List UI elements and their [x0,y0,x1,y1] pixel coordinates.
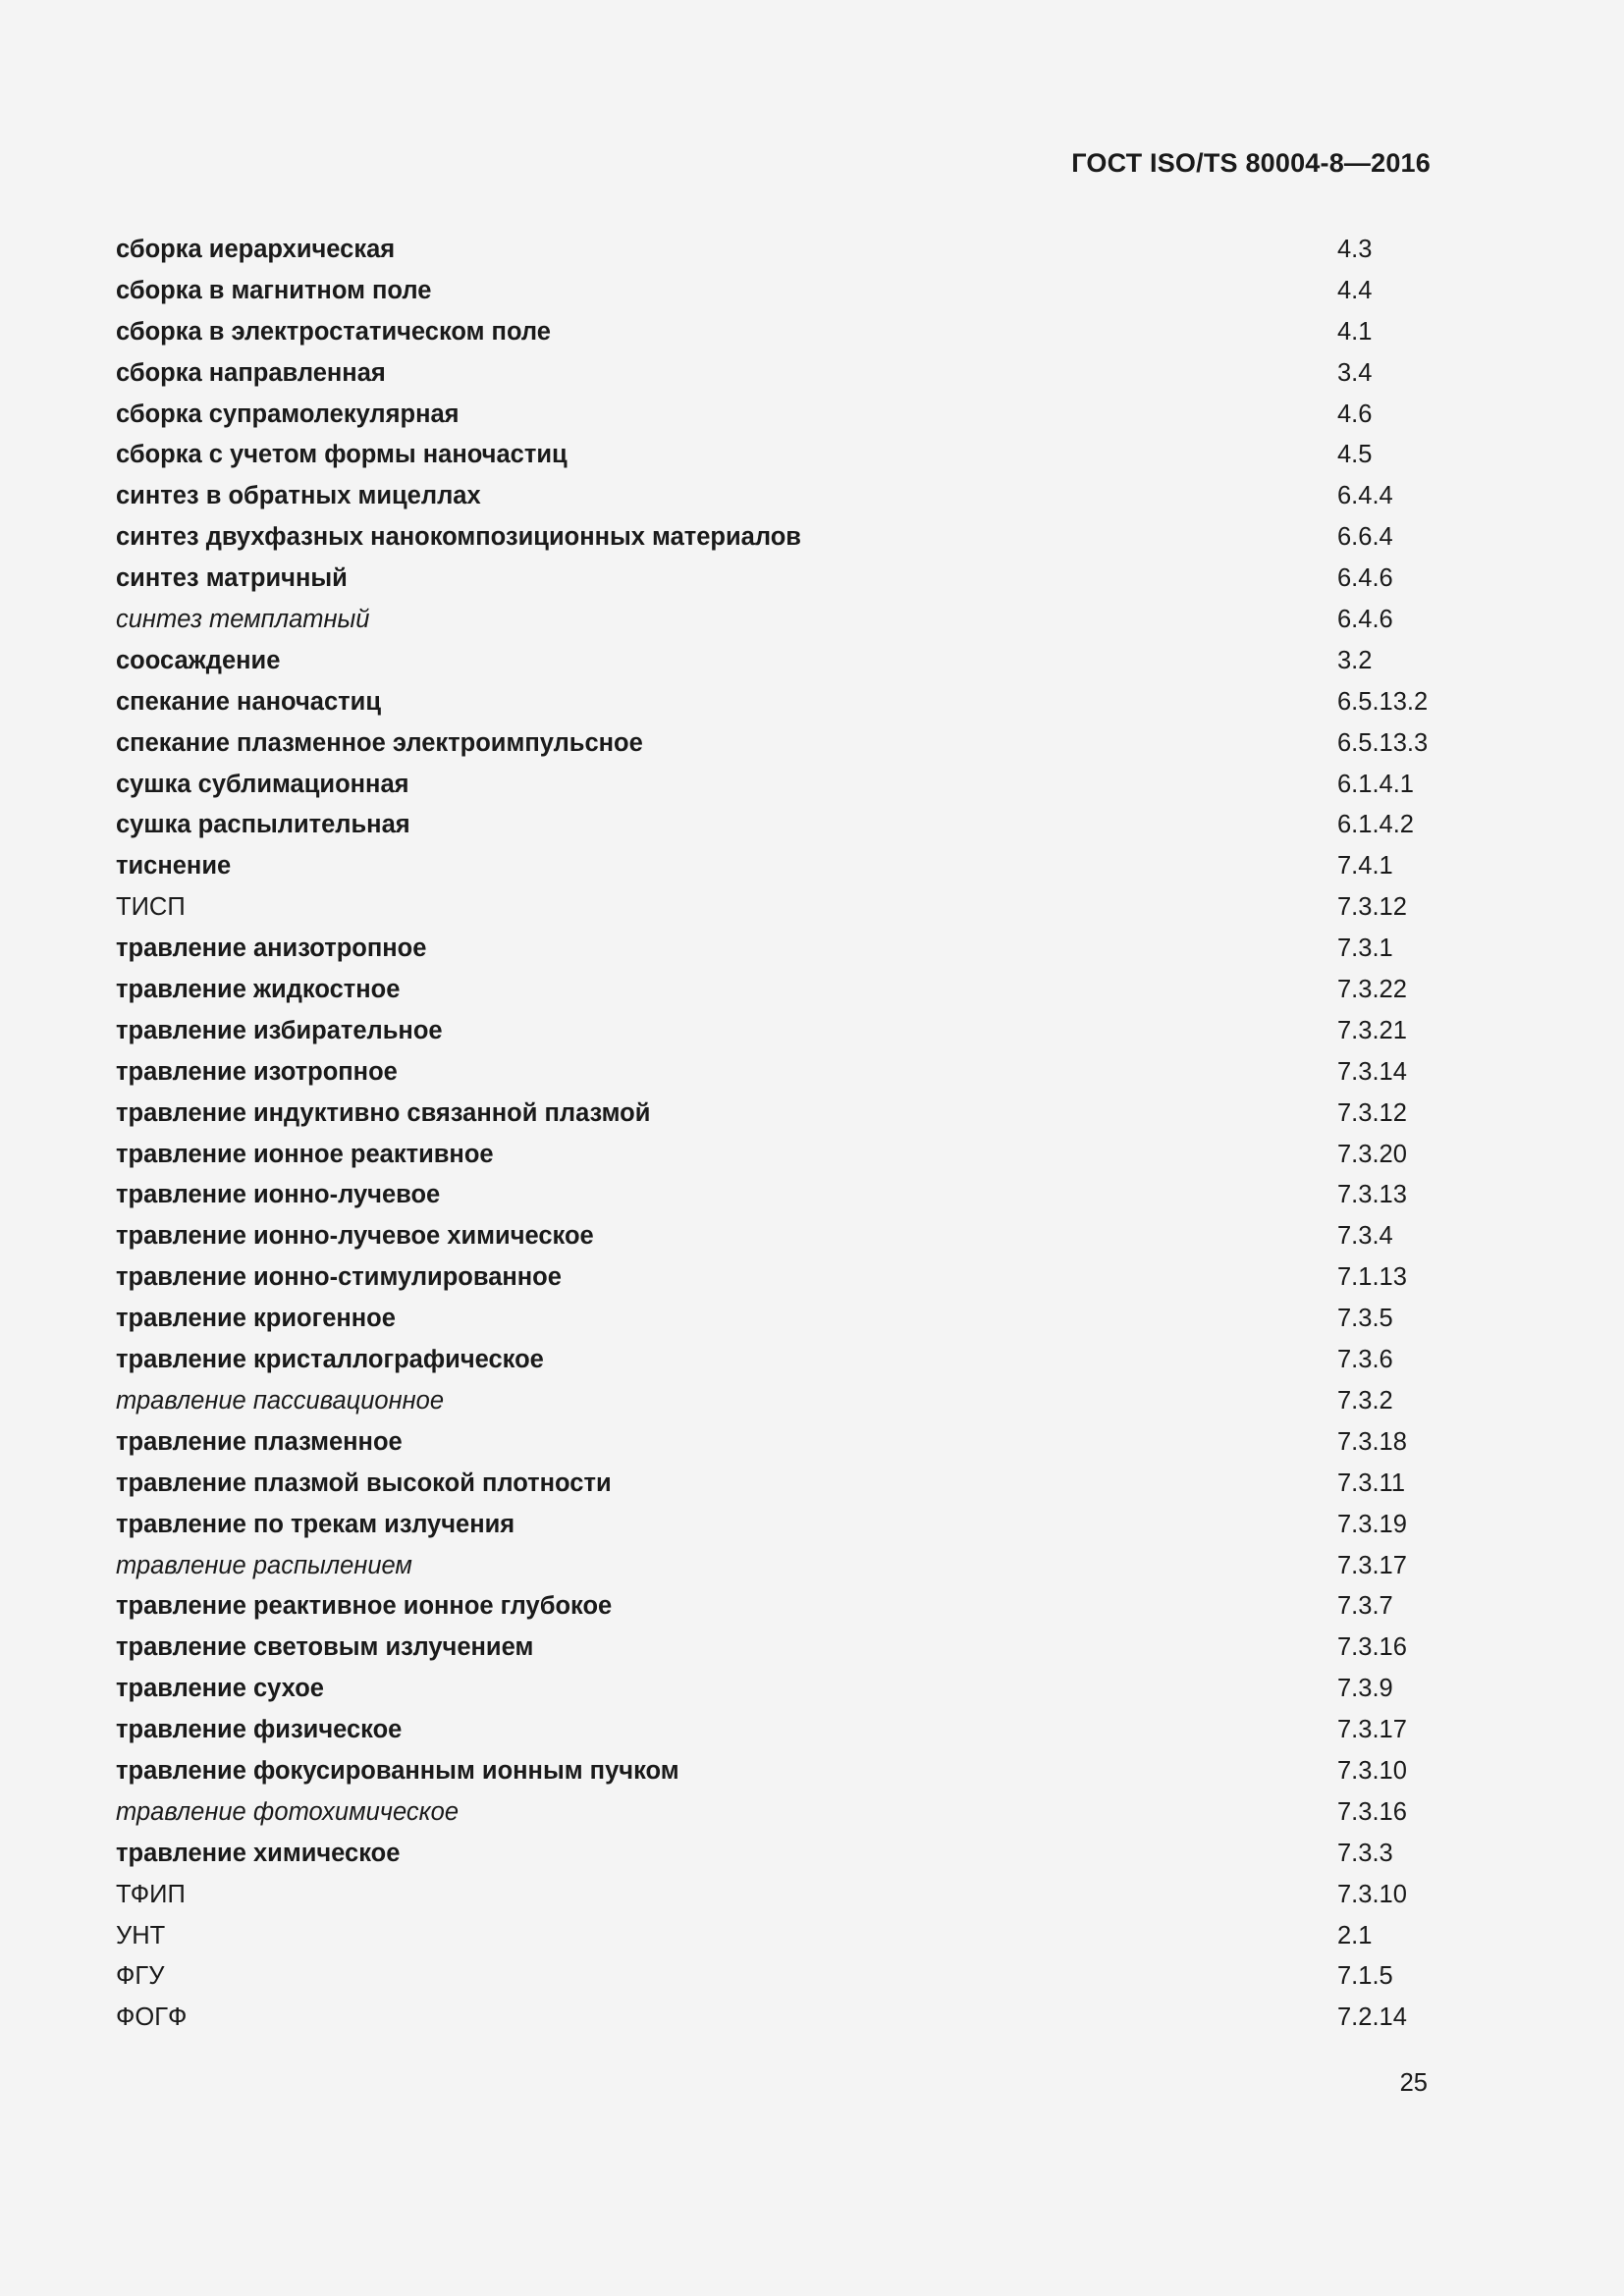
index-ref: 2.1 [1337,1921,1373,1949]
index-term: сборка в магнитном поле [116,276,432,304]
index-ref: 4.6 [1337,400,1373,428]
index-term: синтез в обратных мицеллах [116,482,481,510]
index-entry [116,1956,1432,1998]
index-entry [116,1875,1432,1916]
index-entry [116,846,1432,887]
index-ref: 7.3.21 [1337,1016,1407,1044]
index-entry [116,1175,1432,1216]
index-ref: 6.4.6 [1337,606,1393,634]
index-entry [116,1710,1432,1751]
index-term: травление фотохимическое [116,1797,460,1826]
index-ref: 7.3.16 [1337,1633,1407,1662]
index-term: сборка в электростатическом поле [116,317,551,346]
term-index-list [116,230,1432,2039]
index-entry [116,1546,1432,1587]
index-ref: 7.3.13 [1337,1181,1407,1209]
document-header: ГОСТ ISO/TS 80004-8—2016 [1071,148,1431,178]
index-entry [116,1340,1432,1381]
index-entry [116,517,1432,559]
index-entry [116,1916,1432,1957]
index-entry [116,682,1432,723]
page-number: 25 [1399,2069,1428,2097]
index-entry [116,353,1432,395]
index-entry [116,765,1432,806]
index-entry [116,1216,1432,1257]
index-ref: 7.3.14 [1337,1057,1407,1086]
index-ref: 4.3 [1337,236,1373,263]
index-term: травление ионно-лучевое химическое [116,1222,594,1251]
index-term: сборка иерархическая [116,236,396,263]
index-ref: 7.3.6 [1337,1346,1393,1374]
index-ref: 7.3.12 [1337,893,1407,922]
index-entry [116,929,1432,970]
index-term: травление ионно-лучевое [116,1181,441,1209]
index-term: травление изотропное [116,1057,398,1086]
index-entry [116,1464,1432,1505]
index-entry [116,887,1432,929]
index-term: травление световым излучением [116,1633,534,1662]
index-term: травление пассивационное [116,1386,445,1415]
index-ref: 7.2.14 [1337,2003,1407,2032]
index-term: сушка сублимационная [116,770,409,798]
index-term: травление ионное реактивное [116,1140,494,1168]
index-term: УНТ [116,1921,166,1949]
index-entry [116,271,1432,312]
index-ref: 6.5.13.2 [1337,687,1429,716]
index-entry [116,435,1432,476]
index-term: спекание наночастиц [116,687,381,716]
index-term: травление химическое [116,1839,401,1867]
index-term: синтез двухфазных нанокомпозиционных материалов [116,523,801,552]
index-term: соосаждение [116,646,281,674]
index-entry [116,1998,1432,2039]
index-term: травление криогенное [116,1305,396,1333]
index-entry [116,1135,1432,1176]
index-term: сушка распылительная [116,811,410,839]
index-ref: 7.3.9 [1337,1675,1393,1703]
index-entry [116,1834,1432,1875]
index-ref: 6.4.6 [1337,564,1393,593]
index-ref: 3.2 [1337,646,1373,674]
index-entry [116,641,1432,682]
index-entry [116,476,1432,517]
index-ref: 7.3.12 [1337,1098,1407,1127]
index-ref: 7.3.20 [1337,1140,1407,1168]
index-term: сборка с учетом формы наночастиц [116,441,568,469]
index-ref: 4.5 [1337,441,1373,469]
index-entry [116,230,1432,271]
index-term: травление индуктивно связанной плазмой [116,1098,651,1127]
index-entry [116,1792,1432,1834]
index-term: травление жидкостное [116,976,401,1004]
index-entry [116,559,1432,600]
index-entry [116,1257,1432,1299]
index-entry [116,1052,1432,1094]
index-ref: 7.3.22 [1337,976,1407,1004]
index-entry [116,1381,1432,1422]
index-ref: 7.3.3 [1337,1839,1393,1867]
index-term: травление ионно-стимулированное [116,1263,562,1292]
index-term: спекание плазменное электроимпульсное [116,728,643,757]
index-entry [116,395,1432,436]
index-ref: 7.3.2 [1337,1386,1393,1415]
index-term: травление по трекам излучения [116,1510,515,1538]
index-term: ТИСП [116,893,186,922]
index-term: травление кристаллографическое [116,1346,544,1374]
index-term: травление анизотропное [116,934,427,963]
index-term: ТФИП [116,1880,186,1908]
index-entry [116,600,1432,641]
index-term: тиснение [116,852,232,881]
index-entry [116,970,1432,1011]
index-entry [116,1422,1432,1464]
index-ref: 6.1.4.2 [1337,811,1414,839]
index-term: ФОГФ [116,2003,188,2032]
index-ref: 6.6.4 [1337,523,1393,552]
index-ref: 7.3.11 [1337,1468,1406,1497]
index-term: травление физическое [116,1716,403,1744]
index-term: травление реактивное ионное глубокое [116,1592,613,1621]
index-term: травление сухое [116,1675,324,1703]
index-entry [116,1299,1432,1340]
index-ref: 7.3.18 [1337,1427,1407,1456]
index-ref: 7.1.13 [1337,1263,1407,1292]
index-ref: 4.4 [1337,276,1373,304]
index-ref: 7.3.10 [1337,1756,1407,1785]
index-ref: 7.3.4 [1337,1222,1393,1251]
index-ref: 6.5.13.3 [1337,728,1429,757]
index-ref: 7.3.17 [1337,1551,1407,1579]
index-ref: 6.1.4.1 [1337,770,1414,798]
index-entry [116,312,1432,353]
index-ref: 7.3.19 [1337,1510,1407,1538]
index-term: травление плазменное [116,1427,403,1456]
index-ref: 6.4.4 [1337,482,1393,510]
index-term: сборка супрамолекулярная [116,400,460,428]
index-ref: 7.3.7 [1337,1592,1393,1621]
index-ref: 7.3.10 [1337,1880,1407,1908]
index-ref: 3.4 [1337,358,1373,387]
index-entry [116,1011,1432,1052]
index-entry [116,1628,1432,1669]
index-ref: 4.1 [1337,317,1373,346]
index-term: сборка направленная [116,358,386,387]
index-term: синтез матричный [116,564,348,593]
index-ref: 7.3.17 [1337,1716,1407,1744]
index-entry [116,1669,1432,1710]
index-term: травление плазмой высокой плотности [116,1468,612,1497]
index-entry [116,1094,1432,1135]
index-term: травление фокусированным ионным пучком [116,1756,679,1785]
index-term: травление распылением [116,1551,412,1579]
index-entry [116,805,1432,846]
index-ref: 7.3.5 [1337,1305,1393,1333]
index-ref: 7.4.1 [1337,852,1393,881]
index-entry [116,1505,1432,1546]
index-entry [116,1586,1432,1628]
index-ref: 7.1.5 [1337,1962,1393,1991]
index-entry [116,723,1432,765]
index-entry [116,1751,1432,1792]
index-ref: 7.3.16 [1337,1797,1407,1826]
index-term: синтез темплатный [116,606,370,634]
index-ref: 7.3.1 [1337,934,1393,963]
index-term: травление избирательное [116,1016,443,1044]
index-term: ФГУ [116,1962,165,1991]
